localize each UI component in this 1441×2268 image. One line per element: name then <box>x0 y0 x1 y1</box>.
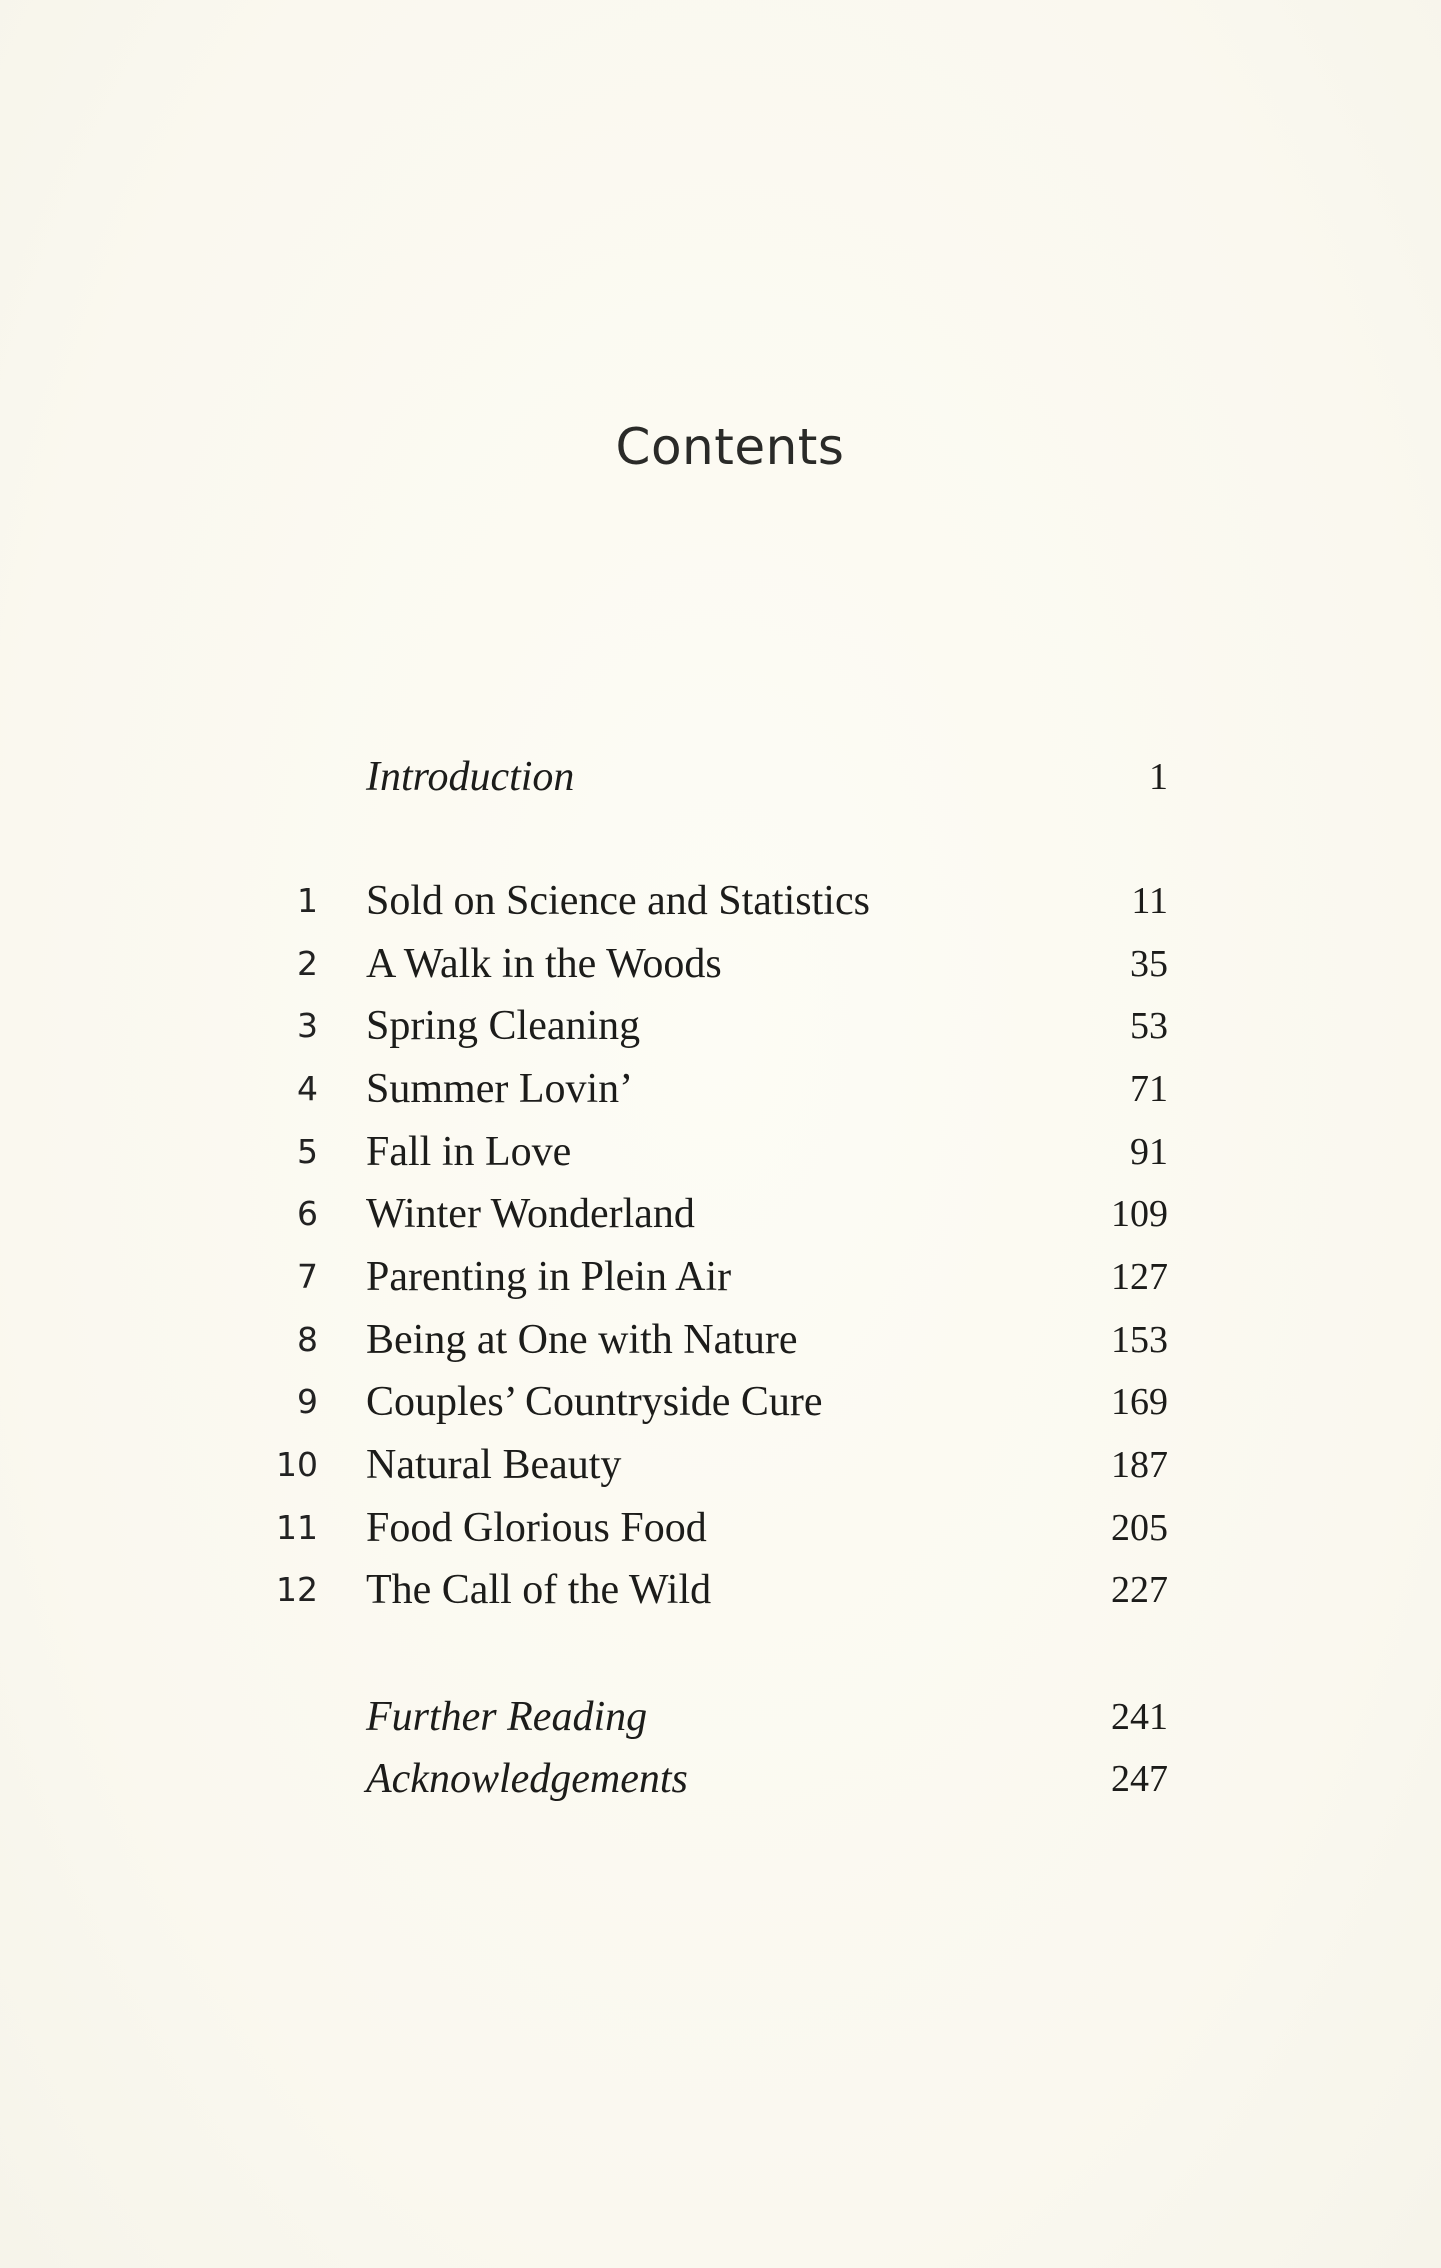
toc-entry-label: Natural Beauty <box>366 1442 622 1488</box>
chapter-number: 3 <box>297 1006 318 1045</box>
toc-entry-chapter-1[interactable] <box>0 876 1441 926</box>
toc-entry-label: Food Glorious Food <box>366 1505 707 1551</box>
toc-entry-page: 35 <box>1130 943 1168 985</box>
toc-entry-chapter-3[interactable] <box>0 1001 1441 1051</box>
toc-entry-chapter-8[interactable] <box>0 1315 1441 1365</box>
chapter-number: 4 <box>297 1069 318 1108</box>
toc-entry-page: 71 <box>1130 1068 1168 1110</box>
toc-entry-page: 247 <box>1111 1758 1168 1800</box>
chapter-number: 6 <box>297 1194 318 1233</box>
chapter-number: 1 <box>297 881 318 920</box>
toc-entry-label: Winter Wonderland <box>366 1191 695 1237</box>
chapter-number: 10 <box>276 1445 318 1484</box>
toc-entry-label: Introduction <box>366 754 575 800</box>
toc-entry-chapter-6[interactable] <box>0 1189 1441 1239</box>
toc-entry-acknowledgements[interactable] <box>0 1754 1441 1804</box>
toc-entry-page: 127 <box>1111 1256 1168 1298</box>
toc-entry-page: 227 <box>1111 1569 1168 1611</box>
toc-entry-label: Further Reading <box>366 1694 648 1740</box>
chapter-number: 7 <box>297 1257 318 1296</box>
toc-entry-page: 153 <box>1111 1319 1168 1361</box>
chapter-number: 2 <box>297 944 318 983</box>
chapter-number: 12 <box>276 1570 318 1609</box>
toc-entry-label: Summer Lovin’ <box>366 1066 634 1112</box>
toc-entry-label: Sold on Science and Statistics <box>366 878 870 924</box>
toc-entry-label: Parenting in Plein Air <box>366 1254 732 1300</box>
toc-entry-page: 53 <box>1130 1005 1168 1047</box>
toc-entry-chapter-11[interactable] <box>0 1503 1441 1553</box>
toc-entry-page: 109 <box>1111 1193 1168 1235</box>
toc-entry-label: The Call of the Wild <box>366 1567 712 1613</box>
chapter-number: 5 <box>297 1132 318 1171</box>
chapter-number: 11 <box>276 1508 318 1547</box>
toc-entry-label: Acknowledgements <box>366 1756 688 1802</box>
toc-entry-page: 1 <box>1149 756 1168 798</box>
toc-entry-page: 91 <box>1130 1131 1168 1173</box>
toc-entry-label: Fall in Love <box>366 1129 572 1175</box>
toc-entry-chapter-5[interactable] <box>0 1127 1441 1177</box>
chapter-number: 8 <box>297 1320 318 1359</box>
chapter-number: 9 <box>297 1382 318 1421</box>
toc-entry-chapter-2[interactable] <box>0 939 1441 989</box>
toc-entry-page: 205 <box>1111 1507 1168 1549</box>
toc-entry-introduction[interactable] <box>0 752 1441 802</box>
toc-entry-page: 169 <box>1111 1381 1168 1423</box>
toc-entry-chapter-10[interactable] <box>0 1440 1441 1490</box>
toc-entry-chapter-12[interactable] <box>0 1565 1441 1615</box>
toc-entry-label: Being at One with Nature <box>366 1317 798 1363</box>
page-title: Contents <box>615 418 845 476</box>
toc-entry-chapter-7[interactable] <box>0 1252 1441 1302</box>
toc-entry-page: 11 <box>1131 880 1168 922</box>
toc-entry-further-reading[interactable] <box>0 1692 1441 1742</box>
toc-entry-label: A Walk in the Woods <box>366 941 722 987</box>
toc-entry-chapter-4[interactable] <box>0 1064 1441 1114</box>
toc-entry-page: 187 <box>1111 1444 1168 1486</box>
toc-entry-label: Couples’ Countryside Cure <box>366 1379 823 1425</box>
toc-entry-label: Spring Cleaning <box>366 1003 641 1049</box>
toc-entry-page: 241 <box>1111 1696 1168 1738</box>
toc-entry-chapter-9[interactable] <box>0 1377 1441 1427</box>
